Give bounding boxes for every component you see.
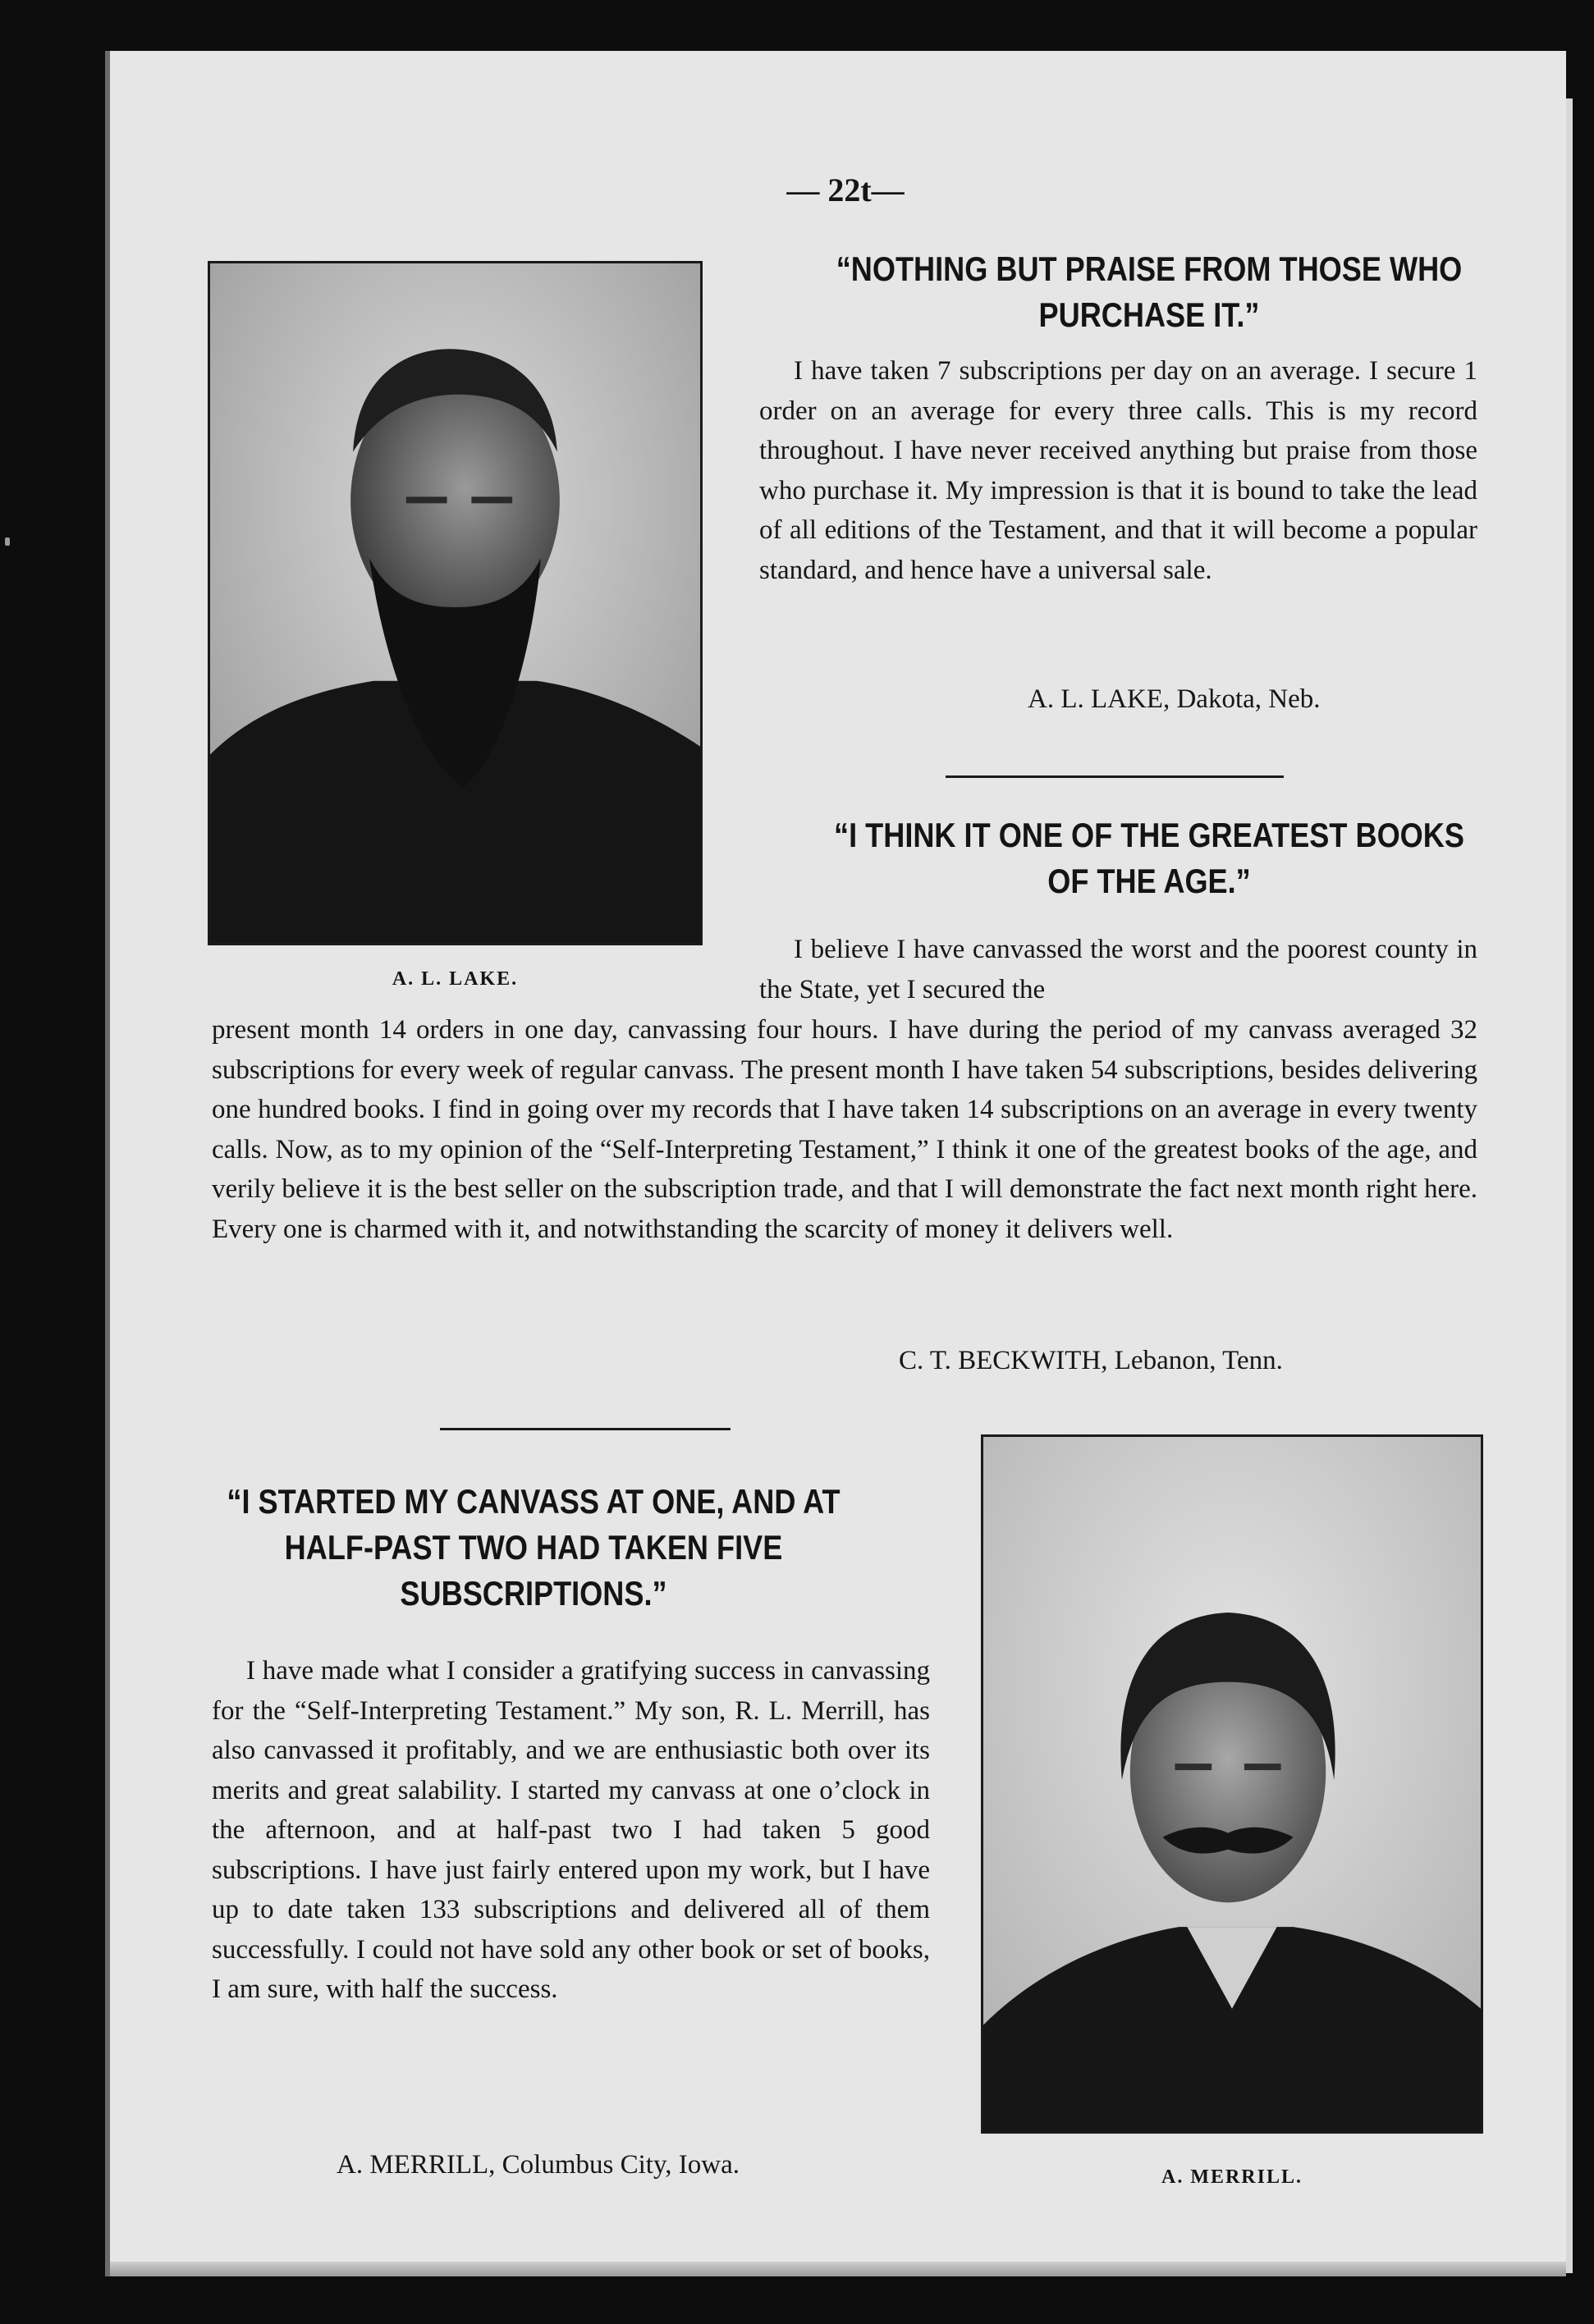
signature-lake: A. L. LAKE, Dakota, Neb.	[1028, 684, 1321, 714]
headline-section-3-line-1: “I STARTED MY CANVASS AT ONE, AND AT	[227, 1482, 841, 1521]
headline-section-1-line-1: “NOTHING BUT PRAISE FROM THOSE WHO	[836, 249, 1463, 288]
headline-section-3-line-2: HALF-PAST TWO HAD TAKEN FIVE	[284, 1528, 783, 1567]
page-edge	[1566, 98, 1573, 2273]
caption-merrill: A. MERRILL.	[1161, 2166, 1303, 2188]
page-number: — 22t—	[786, 172, 905, 208]
portrait-merrill-image	[983, 1437, 1481, 2131]
headline-section-2-line-1: “I THINK IT ONE OF THE GREATEST BOOKS	[834, 816, 1464, 854]
testimonial-beckwith-body: present month 14 orders in one day, canvassing four hours. I have during the period of my canvass averaged 32 subscriptions for every week of regular canvass. The present month I have taken 54 subscriptions, besides delivering one hundred books. I find in going over my records that I have taken 14 subscriptions on an average in every twenty calls. Now, as to my opinion of the “Self-Interpreting Testament,” I think it one of the greatest books of the age, and verily believe it is the best seller on the subscription trade, and that I will demonstrate the fact next month right here. Every one is charmed with it, and notwithstanding the scarcity of money it delivers well.	[212, 1015, 1477, 1244]
headline-section-2	[796, 812, 1502, 904]
testimonial-beckwith-body-start: I believe I have canvassed the worst and the poorest county in the State, yet I secured the	[759, 935, 1477, 1004]
section-divider-2	[440, 1428, 731, 1430]
caption-lake: A. L. LAKE.	[392, 968, 519, 990]
portrait-lake	[208, 261, 703, 945]
headline-section-2-line-2: OF THE AGE.”	[1047, 862, 1251, 900]
signature-beckwith: C. T. BECKWITH, Lebanon, Tenn.	[899, 1346, 1283, 1375]
section-divider-1	[946, 775, 1284, 778]
headline-section-1	[796, 246, 1502, 338]
portrait-lake-image	[210, 263, 700, 943]
testimonial-merrill-body: I have made what I consider a gratifying success in canvassing for the “Self-Interpreting Testament.” My son, R. L. Merrill, has also canvassed it profitably, and we are enthusiastic both over its merits and great salability. I started my canvass at one o’clock in the afternoon, and at half-past two I had taken 5 good subscriptions. I have just fairly entered upon my work, but I have up to date taken 133 subscriptions and delivered all of them successfully. I could not have sold any other book or set of books, I am sure, with half the success.	[212, 1656, 930, 2004]
headline-section-1-line-2: PURCHASE IT.”	[1038, 295, 1260, 334]
scan-speck	[5, 538, 10, 546]
testimonial-lake-body: I have taken 7 subscriptions per day on an average. I secure 1 order on an average for every three calls. This is my record throughout. I have never received anything but praise from those who purchase it. My impression is that it is bound to take the lead of all editions of the Testament, and that it will become a popular standard, and hence have a universal sale.	[759, 356, 1477, 585]
portrait-merrill	[981, 1434, 1483, 2134]
headline-section-3	[181, 1479, 886, 1617]
headline-section-3-line-3: SUBSCRIPTIONS.”	[400, 1574, 667, 1613]
signature-merrill: A. MERRILL, Columbus City, Iowa.	[337, 2150, 740, 2180]
